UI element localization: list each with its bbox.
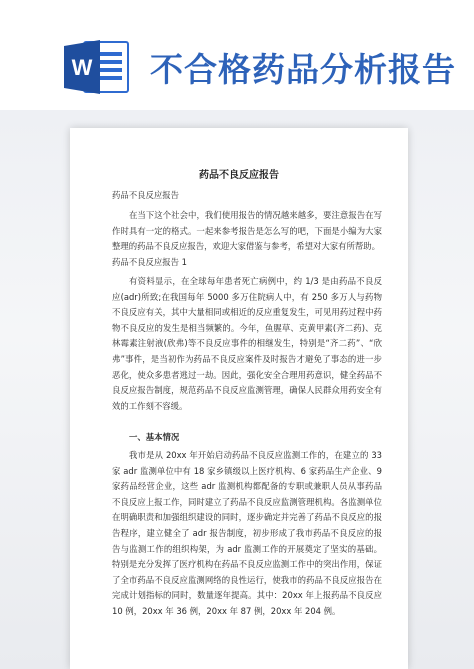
page-title: 不合格药品分析报告 — [150, 50, 456, 89]
word-document-icon — [62, 38, 130, 96]
word-logo-letter: W — [71, 55, 93, 80]
paragraph-statistics: 有资料显示，在全球每年患者死亡病例中，约 1/3 是由药品不良反应(adr)所致;在我国每年 5000 多万住院病人中，有 250 多万人与药物不良反应有关，其中大量相同或相近的反应重复发生，可见用药过程中药物不良反应的发生是相当频繁的。今年，鱼腥草、克黄甲素(齐二药)、克林霉素注射液(欣弗)等不良反应事件的相继发生，特别是“齐二药”、“欣弗”事件，是当初作为药品不良反应案件及时报告才避免了事态的进一步恶化，使众多患者逃过一劫。因此，强化安全合理用药意识，健全药品不良反应报告制度，规范药品不良反应监测管理，确保人民群众用药安全有效的工作刻不容缓。 — [112, 276, 382, 411]
document-page — [70, 128, 408, 669]
document-title: 药品不良反应报告 — [199, 170, 279, 181]
paragraph-basic-situation: 我市是从 20xx 年开始启动药品不良反应监测工作的，在建立的 33 家 adr 监测单位中有 18 家乡镇级以上医疗机构、6 家药品生产企业、9 家药品经营企业，这些 adr 监测机构都配备的专职或兼职人员从事药品不良反应上报工作，同时建立了药品不良反应监测管理机构。各监测单位在明确职责和加强组织建设的同时，逐步确定并完善了药品不良反应的报告程序，建立健全了 adr 报告制度，初步形成了我市药品不良反应的报告与监测工作的组织构架，为 adr 监测工作的开展奠定了坚实的基础。特别是充分发挥了医疗机构在药品不良反应监测工作中的突出作用，保证了全市药品不良反应监测网络的良性运行，使我市的药品不良反应报告在完成计划指标的同时，数量逐年提高。其中：20xx 年上报药品不良反应 10 例，20xx 年 36 例，20xx 年 87 例，20xx 年 204 例。 — [112, 450, 382, 616]
heading-basic-situation: 一、基本情况 — [129, 432, 180, 442]
section-report-1: 药品不良反应报告 1 — [112, 257, 187, 267]
subtitle-line: 药品不良反应报告 — [112, 190, 179, 200]
header-banner — [0, 0, 474, 110]
intro-paragraph: 在当下这个社会中，我们使用报告的情况越来越多，要注意报告在写作时具有一定的格式。一起来参考报告是怎么写的吧，下面是小编为大家整理的药品不良反应报告，欢迎大家借鉴与参考，希望对大家有所帮助。 — [112, 210, 382, 252]
